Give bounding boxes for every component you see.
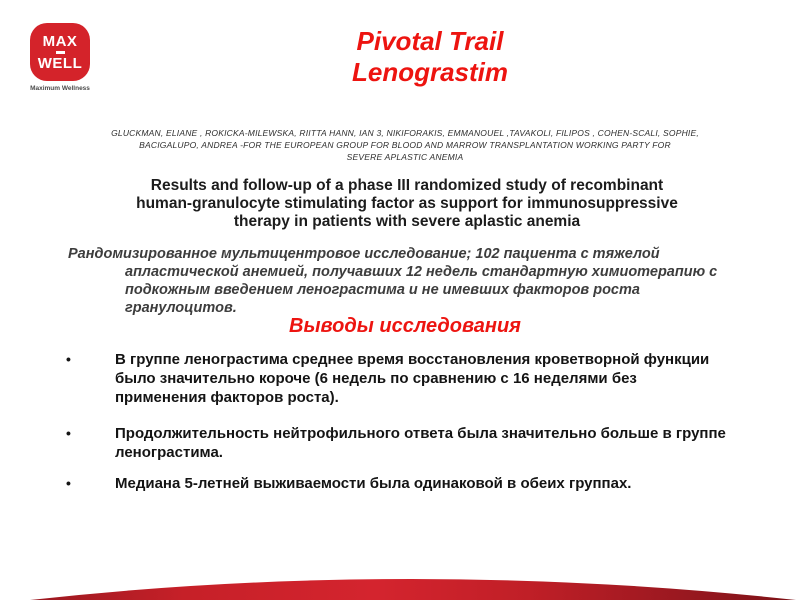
summary-ru-line1: Рандомизированное мультицентровое исследование; 102 пациента с тяжелой <box>68 246 660 262</box>
authors-line1: GLUCKMAN, ELIANE , ROKICKA-MILEWSKA, RIITTA HANN, IAN 3, NIKIFORAKIS, EMMANOUEL ,TAVAKOLI, FILIPOS , COHEN-SCALI, SOPHIE, <box>111 128 699 138</box>
conclusions-heading: Выводы исследования <box>289 315 521 337</box>
bullet-text: Медиана 5-летней выживаемости была одинаковой в обеих группах. <box>115 475 632 492</box>
study-title-line1: Results and follow-up of a phase III randomized study of recombinant <box>150 177 664 194</box>
summary-ru-line3: подкожным введением ленограстима и не имевших факторов роста <box>125 282 640 298</box>
conclusions-bullet-list <box>64 350 726 493</box>
authors-text <box>60 127 750 163</box>
authors-line2: BACIGALUPO, ANDREA -FOR THE EUROPEAN GROUP FOR BLOOD AND MARROW TRANSPLANTATION WORKING PARTY FOR <box>139 140 671 150</box>
bullet-item <box>64 424 726 462</box>
bullet-marker: • <box>66 351 71 367</box>
bullet-item <box>64 350 726 407</box>
bullet-text: В группе ленограстима среднее время восстановления кроветворной функции было значительно короче (6 недель по сравнению с 16 неделями без применения факторов роста). <box>115 351 710 406</box>
bullet-marker: • <box>66 425 71 441</box>
logo-word-well: WELL <box>37 54 83 72</box>
bullet-item <box>64 474 726 493</box>
slide-title <box>60 26 800 88</box>
logo-word-max: MAX <box>42 32 78 50</box>
summary-ru-line2: апластической анемией, получавших 12 недель стандартную химиотерапию с <box>125 264 718 280</box>
bottom-red-arc <box>0 550 800 600</box>
study-title-line2: human-granulocyte stimulating factor as support for immunosuppressive <box>136 195 678 212</box>
summary-ru-line4: гранулоцитов. <box>125 300 237 316</box>
study-title-line3: therapy in patients with severe aplastic anemia <box>233 213 581 230</box>
authors-line3: SEVERE APLASTIC ANEMIA <box>346 152 464 162</box>
study-summary-ru <box>68 245 728 317</box>
bullet-marker: • <box>66 475 71 491</box>
study-title-en <box>62 177 752 231</box>
logo-caption: Maximum Wellness <box>30 85 90 92</box>
slide-title-line2: Lenograstim <box>351 57 509 87</box>
bullet-text: Продолжительность нейтрофильного ответа была значительно больше в группе ленограстима. <box>115 425 726 461</box>
slide-title-line1: Pivotal Trail <box>356 26 504 56</box>
